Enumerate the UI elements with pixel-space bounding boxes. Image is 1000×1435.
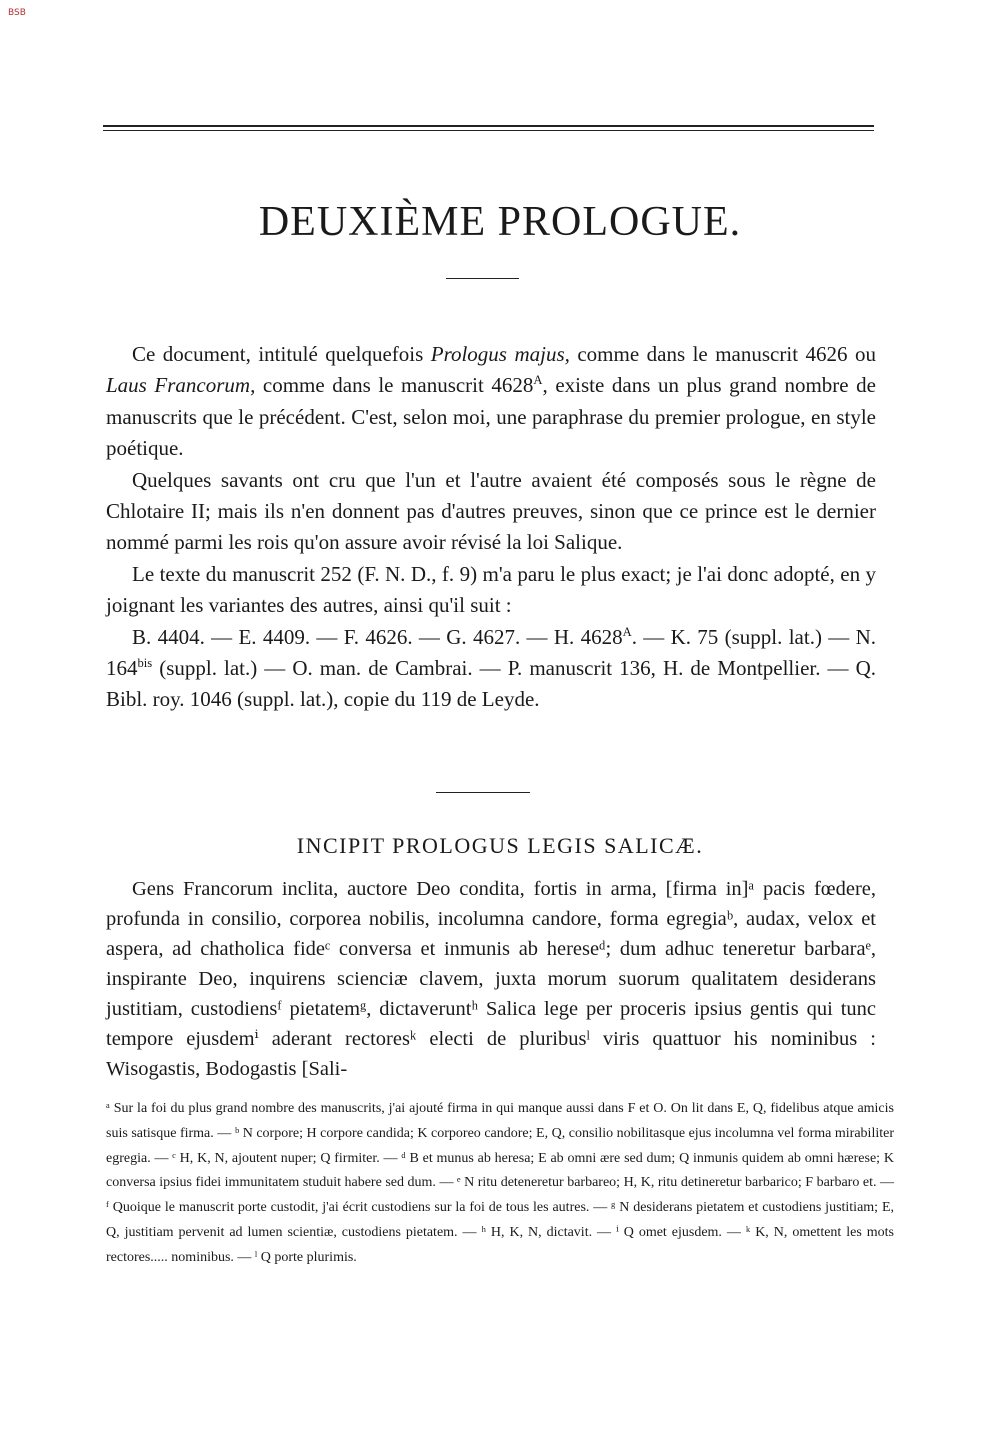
library-stamp: BSB — [8, 8, 26, 18]
intro-paragraph-1 — [106, 339, 876, 465]
section-divider — [436, 792, 530, 793]
introduction — [106, 339, 876, 716]
superscript-mark: A — [533, 373, 543, 388]
page-title: DEUXIÈME PROLOGUE. — [258, 199, 742, 245]
sigla-text: . — K. 75 (suppl. lat.) — N. 164 — [106, 624, 876, 681]
italic-title: Prologus majus, — [430, 342, 570, 366]
title-divider — [446, 278, 519, 279]
intro-text: , existe dans un plus grand nombre de manuscrits que le précédent. C'est, selon moi, une paraphrase du premier prologue, en style poétique. — [106, 373, 876, 461]
sigla-text: B. 4404. — E. 4409. — F. 4626. — G. 4627. — H. 4628 — [132, 624, 623, 649]
intro-text: comme dans le manuscrit 4626 ou — [569, 342, 876, 366]
intro-text: Ce document, intitulé quelquefois — [132, 342, 431, 366]
footnote-block: ᵃ Sur la foi du plus grand nombre des manuscrits, j'ai ajouté firma in qui manque aussi dans F et O. On lit dans E, Q, fidelibus atque amicis suis satisque firma. — ᵇ N corpore; H corpore candida; K corporeo candore; E, Q, consilio nobilitasque ejus incolumna vel forma mirabiliter egregia. — ᶜ H, K, N, ajoutent nuper; Q firmiter. — ᵈ B et munus ab heresa; E ab omni ære sed dum; Q inmunis quidem ab omni hærese; K conversa ipsius fidei immunitatem studuit habere sed dum. — ᵉ N ritu deteneretur barbareo; H, K, ritu detineretur barbarico; F barbaro et. — ᶠ Quoique le manuscrit porte custodit, j'ai écrit custodiens sur la foi de tous les autres. — ᵍ N desiderans pietatem et custodiens justitiam; E, Q, justitiam pervenit ad lumen scientiæ, custodiens pietatem. — ʰ H, K, N, dictavit. — ⁱ Q omet ejusdem. — ᵏ K, N, omettent les mots rectores..... nominibus. — ˡ Q porte plurimis. — [106, 1101, 894, 1265]
manuscript-sigla-list — [106, 622, 876, 716]
latin-paragraph: Gens Francorum inclita, auctore Deo condita, fortis in arma, [firma in]ᵃ pacis fœdere, profunda in consilio, corporea nobilis, incolumna candore, forma egregiaᵇ, audax, velox et aspera, ad chatholica fideᶜ conversa et inmunis ab hereseᵈ; dum adhuc teneretur barbaraᵉ, inspirante Deo, inquirens scienciæ clavem, juxta morum suorum qualitatem desiderans justitiam, custodiensᶠ pietatemᵍ, dictaveruntʰ Salica lege per proceris ipsius gentis qui tunc tempore ejusdemⁱ aderant rectoresᵏ electi de pluribusˡ viris quattuor his nominibus : Wisogastis, Bodogastis [Sali- — [106, 878, 876, 1080]
intro-paragraph-2: Quelques savants ont cru que l'un et l'autre avaient été composés sous le règne de Chlotaire II; mais ils n'en donnent pas d'autres preuves, sinon que ce prince est le dernier nommé parmi les rois qu'on assure avoir révisé la loi Salique. — [106, 467, 876, 555]
intro-text: comme dans le manuscrit 4628 — [255, 373, 534, 398]
section-heading: INCIPIT PROLOGUS LEGIS SALICÆ. — [296, 833, 704, 858]
latin-prologue — [106, 874, 876, 1084]
superscript-mark: A — [622, 624, 632, 639]
italic-title: Laus Francorum, — [106, 373, 256, 398]
superscript-mark: bis — [137, 656, 153, 671]
footnotes — [106, 1097, 894, 1271]
sigla-text: (suppl. lat.) — O. man. de Cambrai. — P. manuscrit 136, H. de Montpellier. — Q. Bibl. roy. 1046 (suppl. lat.), copie du 119 de Leyde. — [106, 656, 876, 712]
intro-paragraph-3: Le texte du manuscrit 252 (F. N. D., f. 9) m'a paru le plus exact; je l'ai donc adopté, en y joignant les variantes des autres, ainsi qu'il suit : — [106, 561, 876, 618]
header-double-rule — [103, 125, 874, 131]
